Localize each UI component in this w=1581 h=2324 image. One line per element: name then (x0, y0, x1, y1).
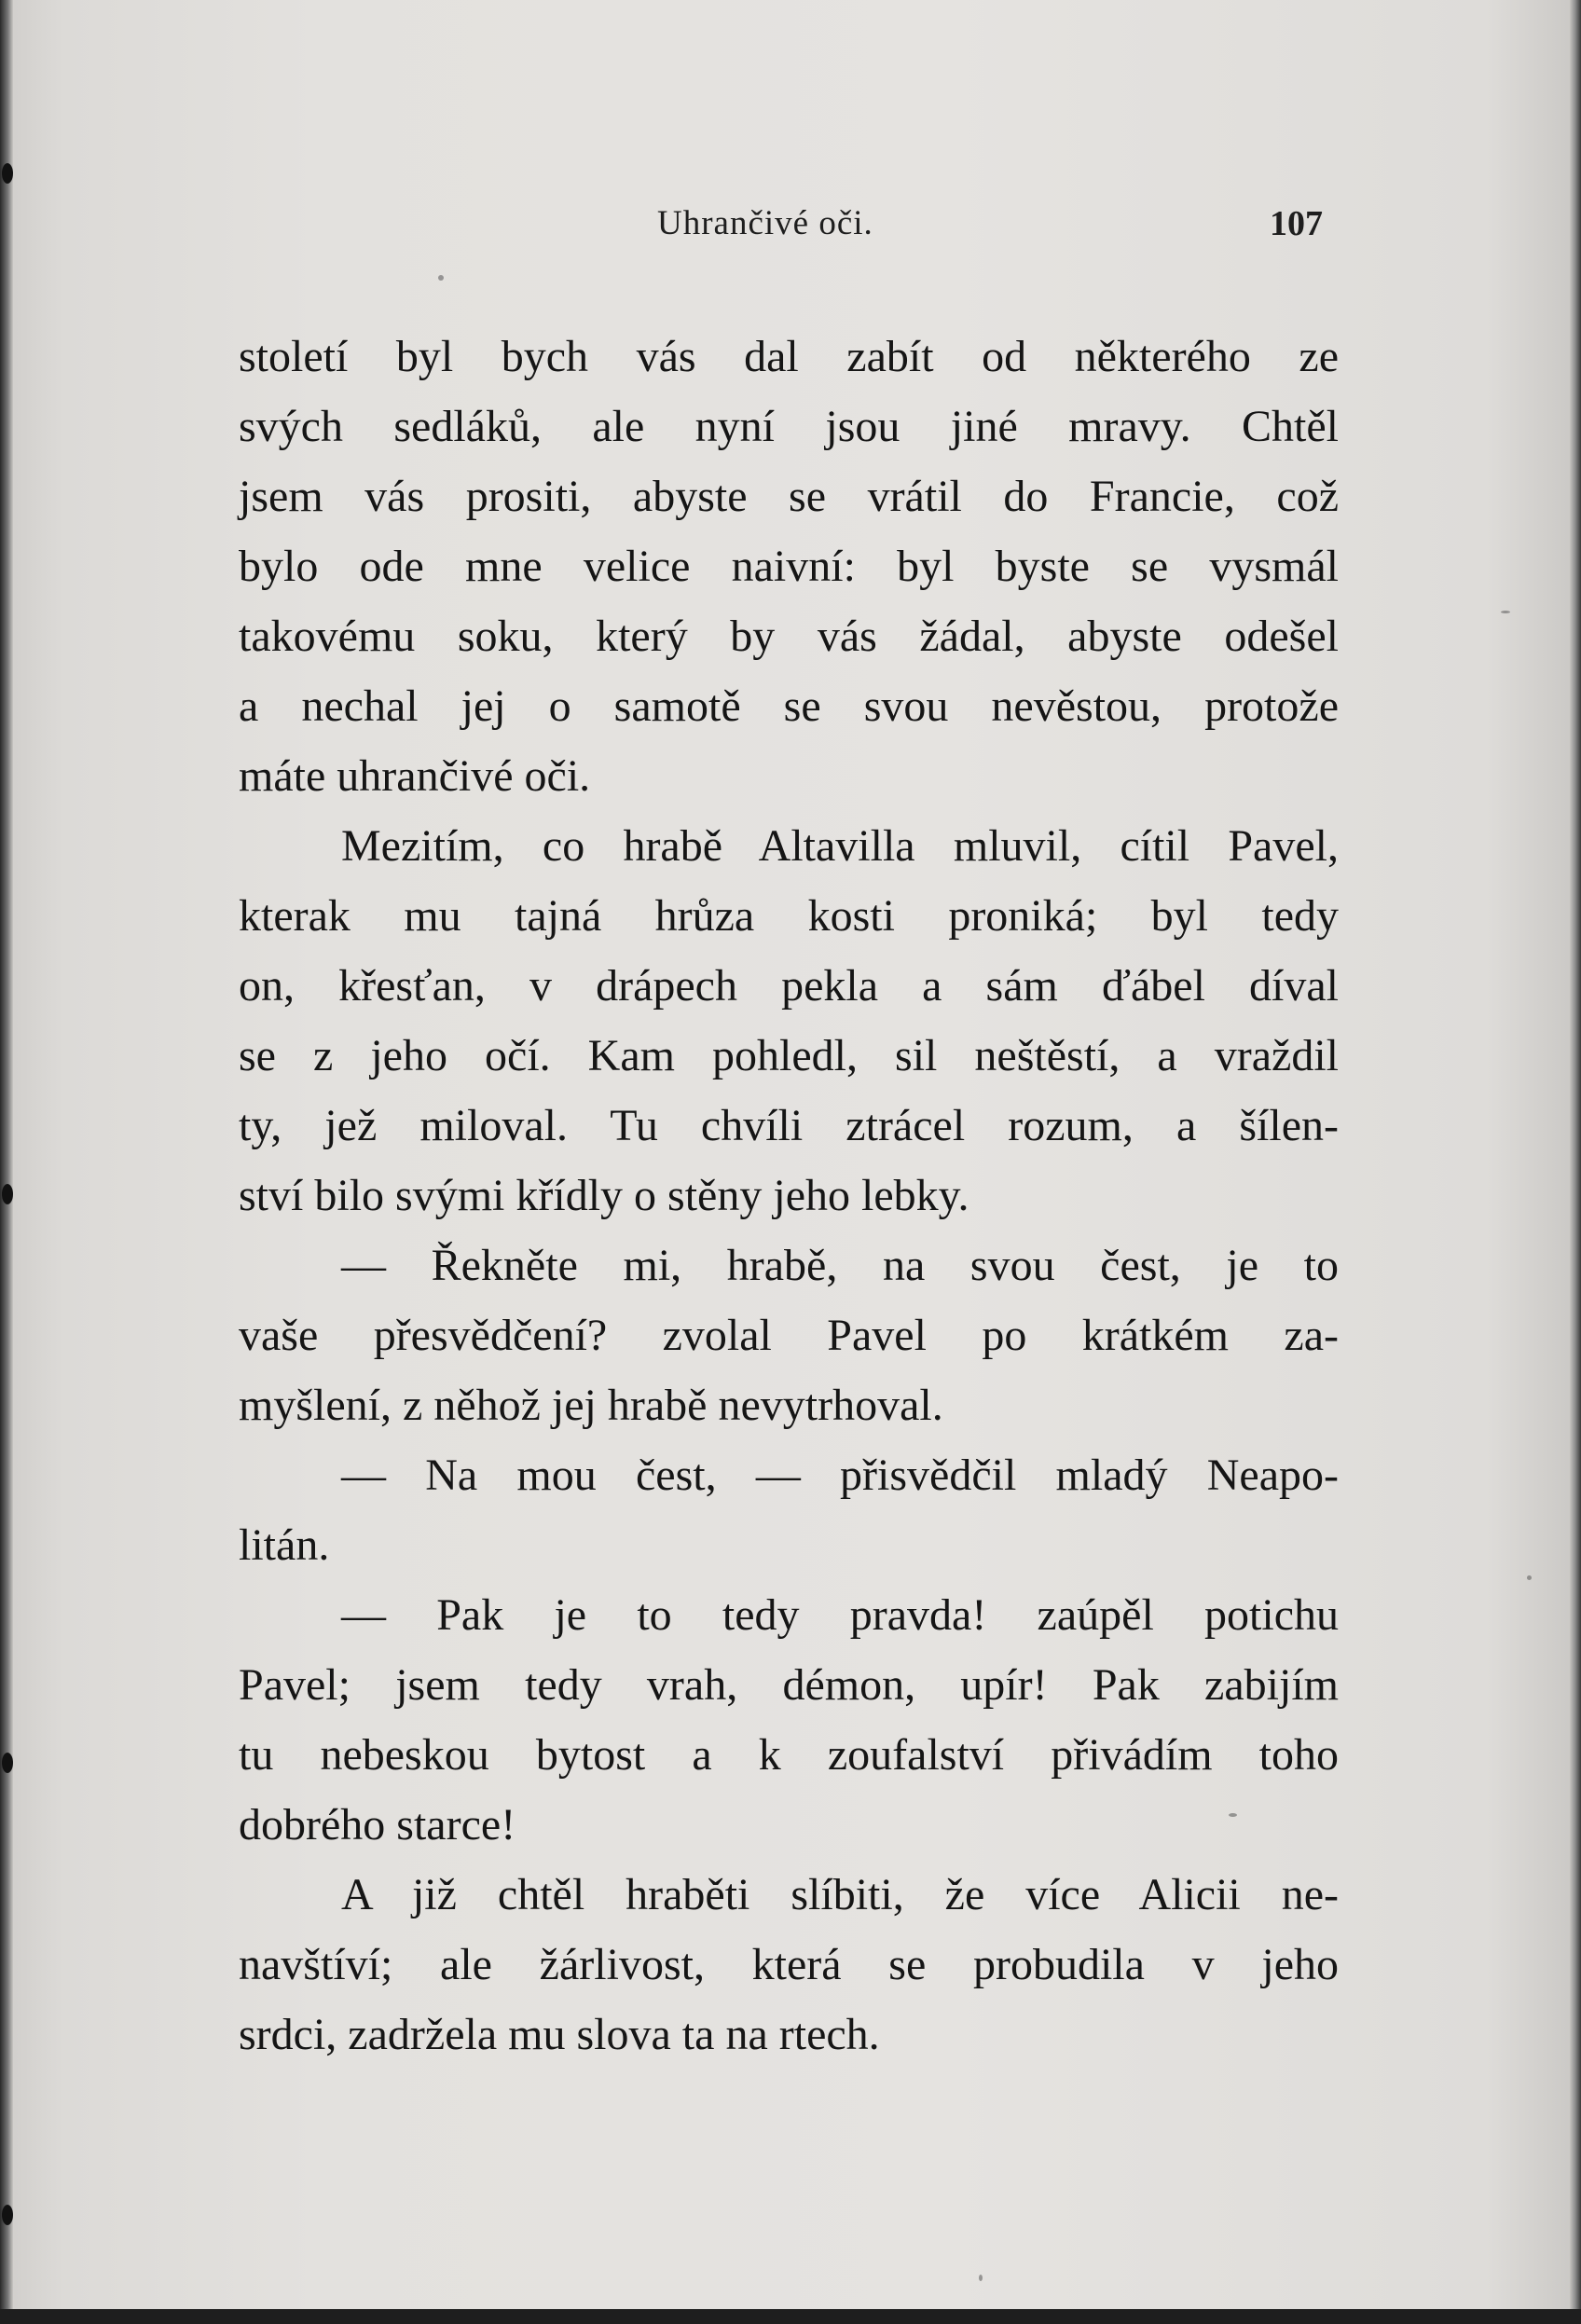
text-line: Mezitím, co hrabě Altavilla mluvil, cítil Pavel, (341, 821, 1339, 871)
text-line: století byl bych vás dal zabít od některého ze (239, 332, 1339, 381)
text-line: ty, jež miloval. Tu chvíli ztrácel rozum, a šílen- (239, 1101, 1339, 1150)
text-line: — Pak je to tedy pravda! zaúpěl potichu (341, 1590, 1339, 1640)
text-line: navštíví; ale žárlivost, která se probudila v jeho (239, 1940, 1339, 1989)
text-line: bylo ode mne velice naivní: byl byste se vysmál (239, 542, 1339, 591)
text-line: jsem vás prositi, abyste se vrátil do Francie, což (239, 472, 1339, 521)
text-line: dobrého starce! (239, 1800, 516, 1850)
text-line: litán. (239, 1520, 330, 1570)
text-line: ství bilo svými křídly o stěny jeho lebky. (239, 1171, 969, 1220)
text-line: a nechal jej o samotě se svou nevěstou, protože (239, 681, 1339, 731)
page-number: 107 (1270, 204, 1323, 243)
text-line: se z jeho očí. Kam pohledl, sil neštěstí, a vraždil (239, 1031, 1339, 1080)
paper-speck (1501, 611, 1510, 613)
text-line: — Řekněte mi, hrabě, na svou čest, je to (341, 1241, 1339, 1290)
text-line: — Na mou čest, — přisvědčil mladý Neapo- (341, 1451, 1339, 1500)
text-line: svých sedláků, ale nyní jsou jiné mravy. Chtěl (239, 402, 1339, 451)
scan-bottom-border (0, 2309, 1581, 2324)
running-head-title: Uhrančivé oči. (657, 204, 873, 242)
text-line: on, křesťan, v drápech pekla a sám ďábel díval (239, 961, 1339, 1011)
page-binding-edge (0, 0, 13, 2324)
paper-speck (1527, 1575, 1532, 1580)
binding-thread-mark (2, 2205, 13, 2225)
body-text (239, 322, 1339, 2070)
text-line: takovému soku, který by vás žádal, abyste odešel (239, 612, 1339, 661)
binding-thread-mark (2, 163, 13, 184)
binding-thread-mark (2, 1184, 13, 1204)
paper-speck (979, 2275, 983, 2281)
text-line: A již chtěl hraběti slíbiti, že více Alicii ne- (341, 1870, 1339, 1919)
paper-speck (438, 275, 444, 281)
text-line: kterak mu tajná hrůza kosti proniká; byl tedy (239, 891, 1339, 941)
text-line: myšlení, z něhož jej hrabě nevytrhoval. (239, 1381, 943, 1430)
binding-thread-mark (2, 1753, 13, 1773)
text-line: tu nebeskou bytost a k zoufalství přivádím toho (239, 1730, 1339, 1780)
text-line: srdci, zadržela mu slova ta na rtech. (239, 2010, 880, 2059)
text-line: máte uhrančivé oči. (239, 751, 591, 801)
text-line: Pavel; jsem tedy vrah, démon, upír! Pak zabijím (239, 1660, 1339, 1710)
text-line: vaše přesvědčení? zvolal Pavel po krátkém za- (239, 1311, 1339, 1360)
page-outer-edge (1570, 0, 1581, 2324)
